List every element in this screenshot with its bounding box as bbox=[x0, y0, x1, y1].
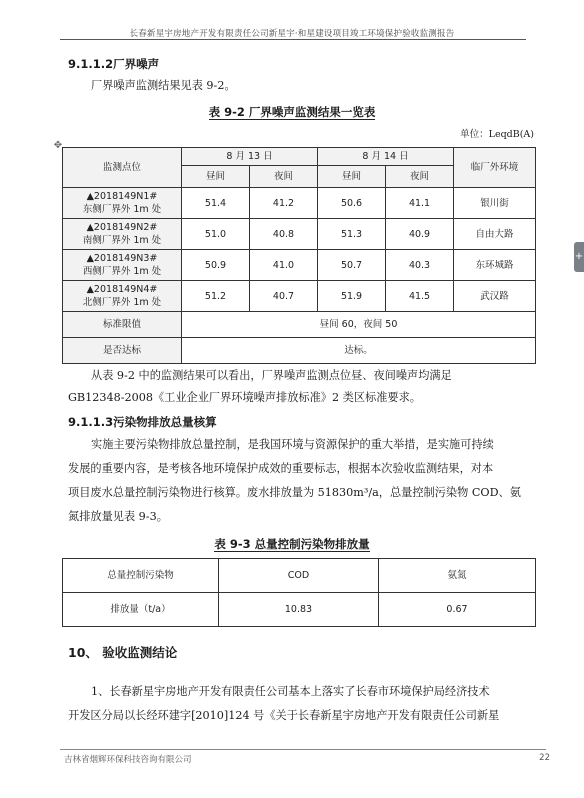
table-9-3 bbox=[62, 558, 536, 627]
cell-ammonia-value: 0.67 bbox=[379, 593, 536, 627]
cell-value: 40.9 bbox=[386, 219, 454, 250]
final-line-1: 1、长春新星宇房地产开发有限责任公司基本上落实了长春市环境保护局经济技术 bbox=[91, 685, 490, 698]
cell-cod-value: 10.83 bbox=[219, 593, 379, 627]
cell-value: 51.9 bbox=[318, 281, 386, 312]
cell-env: 自由大路 bbox=[454, 219, 536, 250]
table-row bbox=[63, 188, 536, 219]
table-move-handle-icon[interactable]: ✥ bbox=[53, 140, 63, 151]
table-row bbox=[63, 250, 536, 281]
side-expand-tab[interactable]: + bbox=[574, 242, 584, 272]
head-night-14: 夜间 bbox=[386, 166, 454, 188]
table-row bbox=[63, 219, 536, 250]
cell-value: 51.0 bbox=[182, 219, 250, 250]
cell-value: 40.8 bbox=[250, 219, 318, 250]
cell-value: 40.7 bbox=[250, 281, 318, 312]
cell-value: 41.0 bbox=[250, 250, 318, 281]
cell-value: 40.3 bbox=[386, 250, 454, 281]
cell-value: 41.5 bbox=[386, 281, 454, 312]
cell-env: 银川街 bbox=[454, 188, 536, 219]
cell-point: ▲2018149N2# 南侧厂界外 1m 处 bbox=[63, 219, 182, 250]
body-line-4: 氮排放量见表 9-3。 bbox=[68, 510, 168, 523]
section-heading-9113: 9.1.1.3污染物排放总量核算 bbox=[68, 415, 217, 429]
head-ammonia: 氨氮 bbox=[379, 559, 536, 593]
table-row bbox=[63, 281, 536, 312]
cell-value: 51.4 bbox=[182, 188, 250, 219]
page-header: 长春新星宇房地产开发有限责任公司新星宇·和星建设项目竣工环境保护验收监测报告 bbox=[129, 29, 455, 39]
head-night-13: 夜间 bbox=[250, 166, 318, 188]
table-row bbox=[63, 593, 536, 627]
head-day-13: 昼间 bbox=[182, 166, 250, 188]
conclusion-line-1: 从表 9-2 中的监测结果可以看出，厂界噪声监测点位昼、夜间噪声均满足 bbox=[91, 369, 452, 382]
cell-emission-label: 排放量（t/a） bbox=[63, 593, 219, 627]
head-point: 监测点位 bbox=[63, 148, 182, 188]
cell-env: 东环城路 bbox=[454, 250, 536, 281]
cell-point: ▲2018149N4# 北侧厂界外 1m 处 bbox=[63, 281, 182, 312]
section-heading-9112: 9.1.1.2厂界噪声 bbox=[68, 57, 160, 71]
head-date-13: 8 月 13 日 bbox=[182, 148, 318, 166]
header-divider bbox=[60, 39, 526, 40]
final-line-2: 开发区分局以长经环建字[2010]124 号《关于长春新星宇房地产开发有限责任公司新星 bbox=[68, 709, 500, 722]
table-9-2-caption: 表 9-2 厂界噪声监测结果一览表 bbox=[208, 105, 376, 119]
intro-paragraph: 厂界噪声监测结果见表 9-2。 bbox=[91, 79, 236, 92]
compliance-value: 达标。 bbox=[182, 338, 536, 364]
cell-value: 41.2 bbox=[250, 188, 318, 219]
body-line-1: 实施主要污染物排放总量控制，是我国环境与资源保护的重大举措，是实施可持续 bbox=[91, 438, 494, 451]
conclusion-line-2: GB12348-2008《工业企业厂界环境噪声排放标准》2 类区标准要求。 bbox=[68, 391, 421, 404]
cell-env: 武汉路 bbox=[454, 281, 536, 312]
body-line-3: 项目废水总量控制污染物进行核算。废水排放量为 51830m³/a，总量控制污染物 COD、氨 bbox=[68, 486, 521, 499]
head-env: 临厂外环境 bbox=[454, 148, 536, 188]
cell-value: 51.3 bbox=[318, 219, 386, 250]
head-pollutant: 总量控制污染物 bbox=[63, 559, 219, 593]
cell-value: 51.2 bbox=[182, 281, 250, 312]
footer-divider bbox=[60, 749, 546, 750]
body-line-2: 发展的重要内容，是考核各地环境保护成效的重要标志，根据本次验收监测结果，对本 bbox=[68, 462, 494, 475]
table-9-3-caption: 表 9-3 总量控制污染物排放量 bbox=[214, 537, 370, 551]
limit-label: 标准限值 bbox=[63, 312, 182, 338]
head-cod: COD bbox=[219, 559, 379, 593]
cell-point: ▲2018149N1# 东侧厂界外 1m 处 bbox=[63, 188, 182, 219]
head-date-14: 8 月 14 日 bbox=[318, 148, 454, 166]
compliance-label: 是否达标 bbox=[63, 338, 182, 364]
page-number: 22 bbox=[539, 753, 550, 763]
section-heading-10: 10、 验收监测结论 bbox=[68, 645, 178, 660]
head-day-14: 昼间 bbox=[318, 166, 386, 188]
cell-value: 50.7 bbox=[318, 250, 386, 281]
cell-value: 41.1 bbox=[386, 188, 454, 219]
limit-value: 昼间 60，夜间 50 bbox=[182, 312, 536, 338]
table-9-2 bbox=[62, 147, 536, 364]
cell-value: 50.6 bbox=[318, 188, 386, 219]
table-9-2-unit: 单位：LeqdB(A) bbox=[460, 129, 534, 140]
cell-point: ▲2018149N3# 西侧厂界外 1m 处 bbox=[63, 250, 182, 281]
cell-value: 50.9 bbox=[182, 250, 250, 281]
footer-org: 吉林省烟辉环保科技咨询有限公司 bbox=[64, 755, 192, 765]
